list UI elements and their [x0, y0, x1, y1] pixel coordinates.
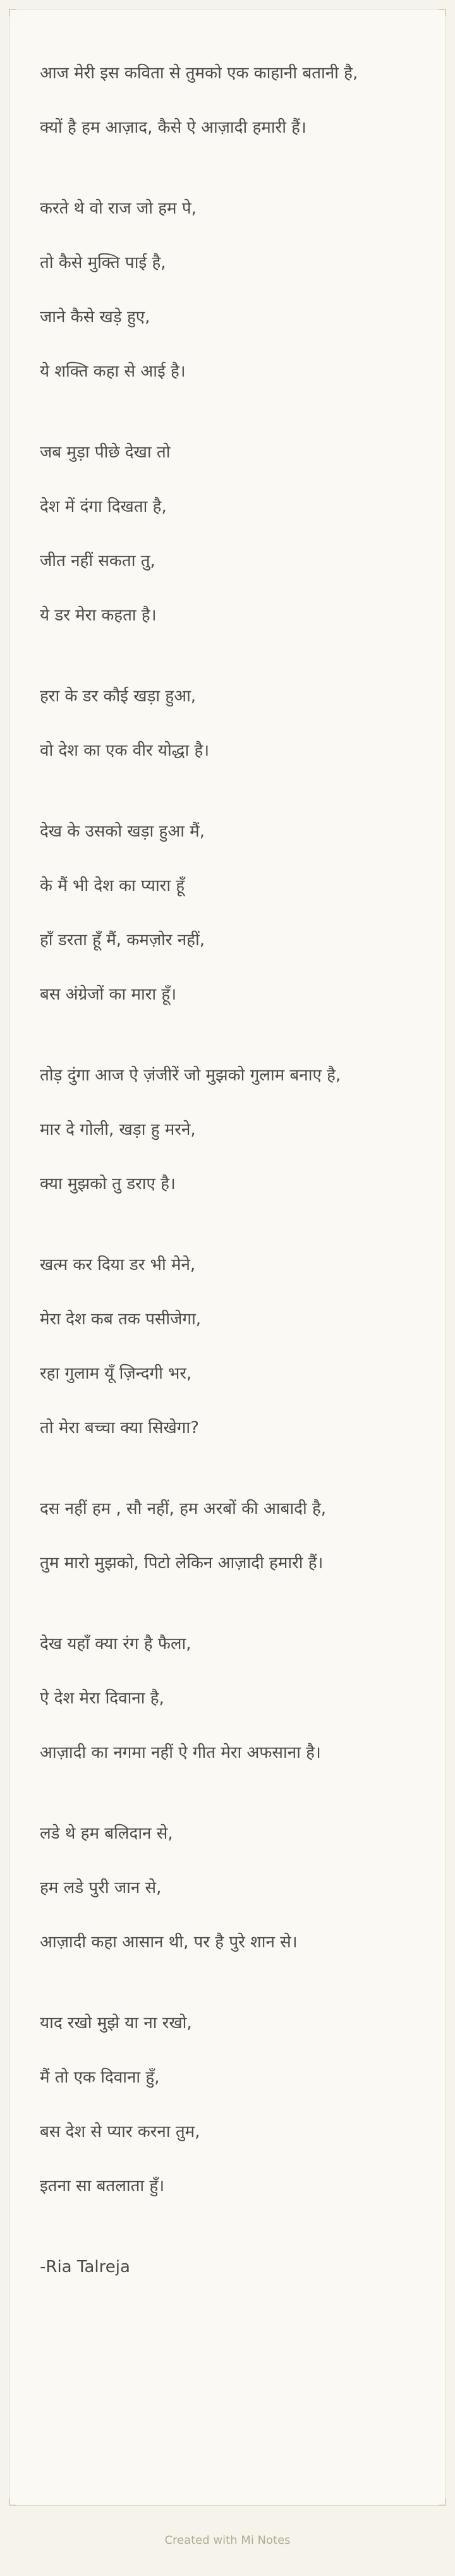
poem-line: बस देश से प्यार करना तुम, — [40, 2122, 200, 2141]
poem-line: हाँ डरता हूँ मैं, कमज़ोर नहीं, — [40, 931, 205, 950]
stanza — [40, 804, 420, 1022]
poem-line: हम लडे पुरी जान से, — [40, 1878, 162, 1897]
poem-line: रहा गुलाम यूँ ज़िन्दगी भर, — [40, 1364, 192, 1383]
poem-line: देश में दंगा दिखता है, — [40, 497, 167, 516]
poem-line: ये शक्ति कहा से आई है। — [40, 362, 186, 381]
poem-line: ये डर मेरा कहता है। — [40, 606, 157, 625]
stanza — [40, 1996, 420, 2213]
stanza — [40, 1238, 420, 1455]
poem-line: मेरा देश कब तक पसीजेगा, — [40, 1310, 202, 1329]
poem-line: जीत नहीं सकता तु, — [40, 552, 155, 571]
corner-ornament — [9, 2498, 16, 2506]
poem-line: आज़ादी का नगमा नहीं ऐ गीत मेरा अफसाना है। — [40, 1743, 321, 1762]
poem-line: लडे थे हम बलिदान से, — [40, 1824, 173, 1843]
poem-line: क्या मुझको तु डराए है। — [40, 1175, 176, 1194]
poem-line: आज मेरी इस कविता से तुमको एक काहानी बतानी है, — [40, 64, 358, 83]
stanza — [40, 181, 420, 399]
stanza — [40, 46, 420, 155]
poem-line: हरा के डर कौई खड़ा हुआ, — [40, 687, 197, 706]
poem-line: इतना सा बतलाता हुँ। — [40, 2177, 165, 2196]
poem-line: ऐ देश मेरा दिवाना है, — [40, 1689, 164, 1708]
stanza — [40, 669, 420, 778]
poem-line: देख के उसको खड़ा हुआ मैं, — [40, 822, 205, 841]
footer-credit: Created with Mi Notes — [164, 2534, 291, 2547]
corner-ornament — [439, 9, 446, 16]
poem-line: तुम मारो मुझको, पिटो लेकिन आज़ादी हमारी हैं। — [40, 1554, 324, 1573]
poem-line: दस नहीं हम , सौ नहीं, हम अरबों की आबादी है, — [40, 1499, 327, 1518]
poem-line: जाने कैसे खड़े हुए, — [40, 308, 150, 327]
stanza — [40, 1048, 420, 1211]
poem-line: करते थे वो राज जो हम पे, — [40, 199, 197, 218]
poem-line: देख यहाँ क्या रंग है फैला, — [40, 1635, 191, 1654]
poem-line: तो मेरा बच्चा क्या सिखेगा? — [40, 1418, 199, 1437]
poem-line: आज़ादी कहा आसान थी, पर है पुरे शान से। — [40, 1933, 298, 1952]
poem-line: बस अंग्रेजों का मारा हूँ। — [40, 985, 177, 1004]
poem-line: याद रखो मुझे या ना रखो, — [40, 2014, 192, 2033]
poem-line: के मैं भी देश का प्यारा हूँ — [40, 876, 185, 895]
poem-line: तो कैसे मुक्ति पाई है, — [40, 253, 166, 272]
stanza — [40, 1617, 420, 1780]
poem-line: मार दे गोली, खड़ा हु मरने, — [40, 1120, 196, 1139]
stanza — [40, 1482, 420, 1590]
poem-line: जब मुड़ा पीछे देखा तो — [40, 443, 171, 462]
poem-body — [40, 46, 420, 2294]
signature: -Ria Talreja — [40, 2258, 130, 2277]
note-sheet — [9, 9, 446, 2506]
stanza — [40, 1806, 420, 1969]
poem-line: मैं तो एक दिवाना हुँ, — [40, 2068, 160, 2087]
poem-line: खत्म कर दिया डर भी मेने, — [40, 1255, 196, 1274]
corner-ornament — [439, 2498, 446, 2506]
corner-ornament — [9, 9, 16, 16]
poem-line: वो देश का एक वीर योद्धा है। — [40, 741, 210, 760]
stanza — [40, 425, 420, 643]
poem-line: तोड़ दुंगा आज ऐ ज़ंजीरें जो मुझको गुलाम बनाए है, — [40, 1066, 341, 1085]
poem-line: क्यों है हम आज़ाद, कैसे ऐ आज़ादी हमारी हैं। — [40, 118, 306, 137]
